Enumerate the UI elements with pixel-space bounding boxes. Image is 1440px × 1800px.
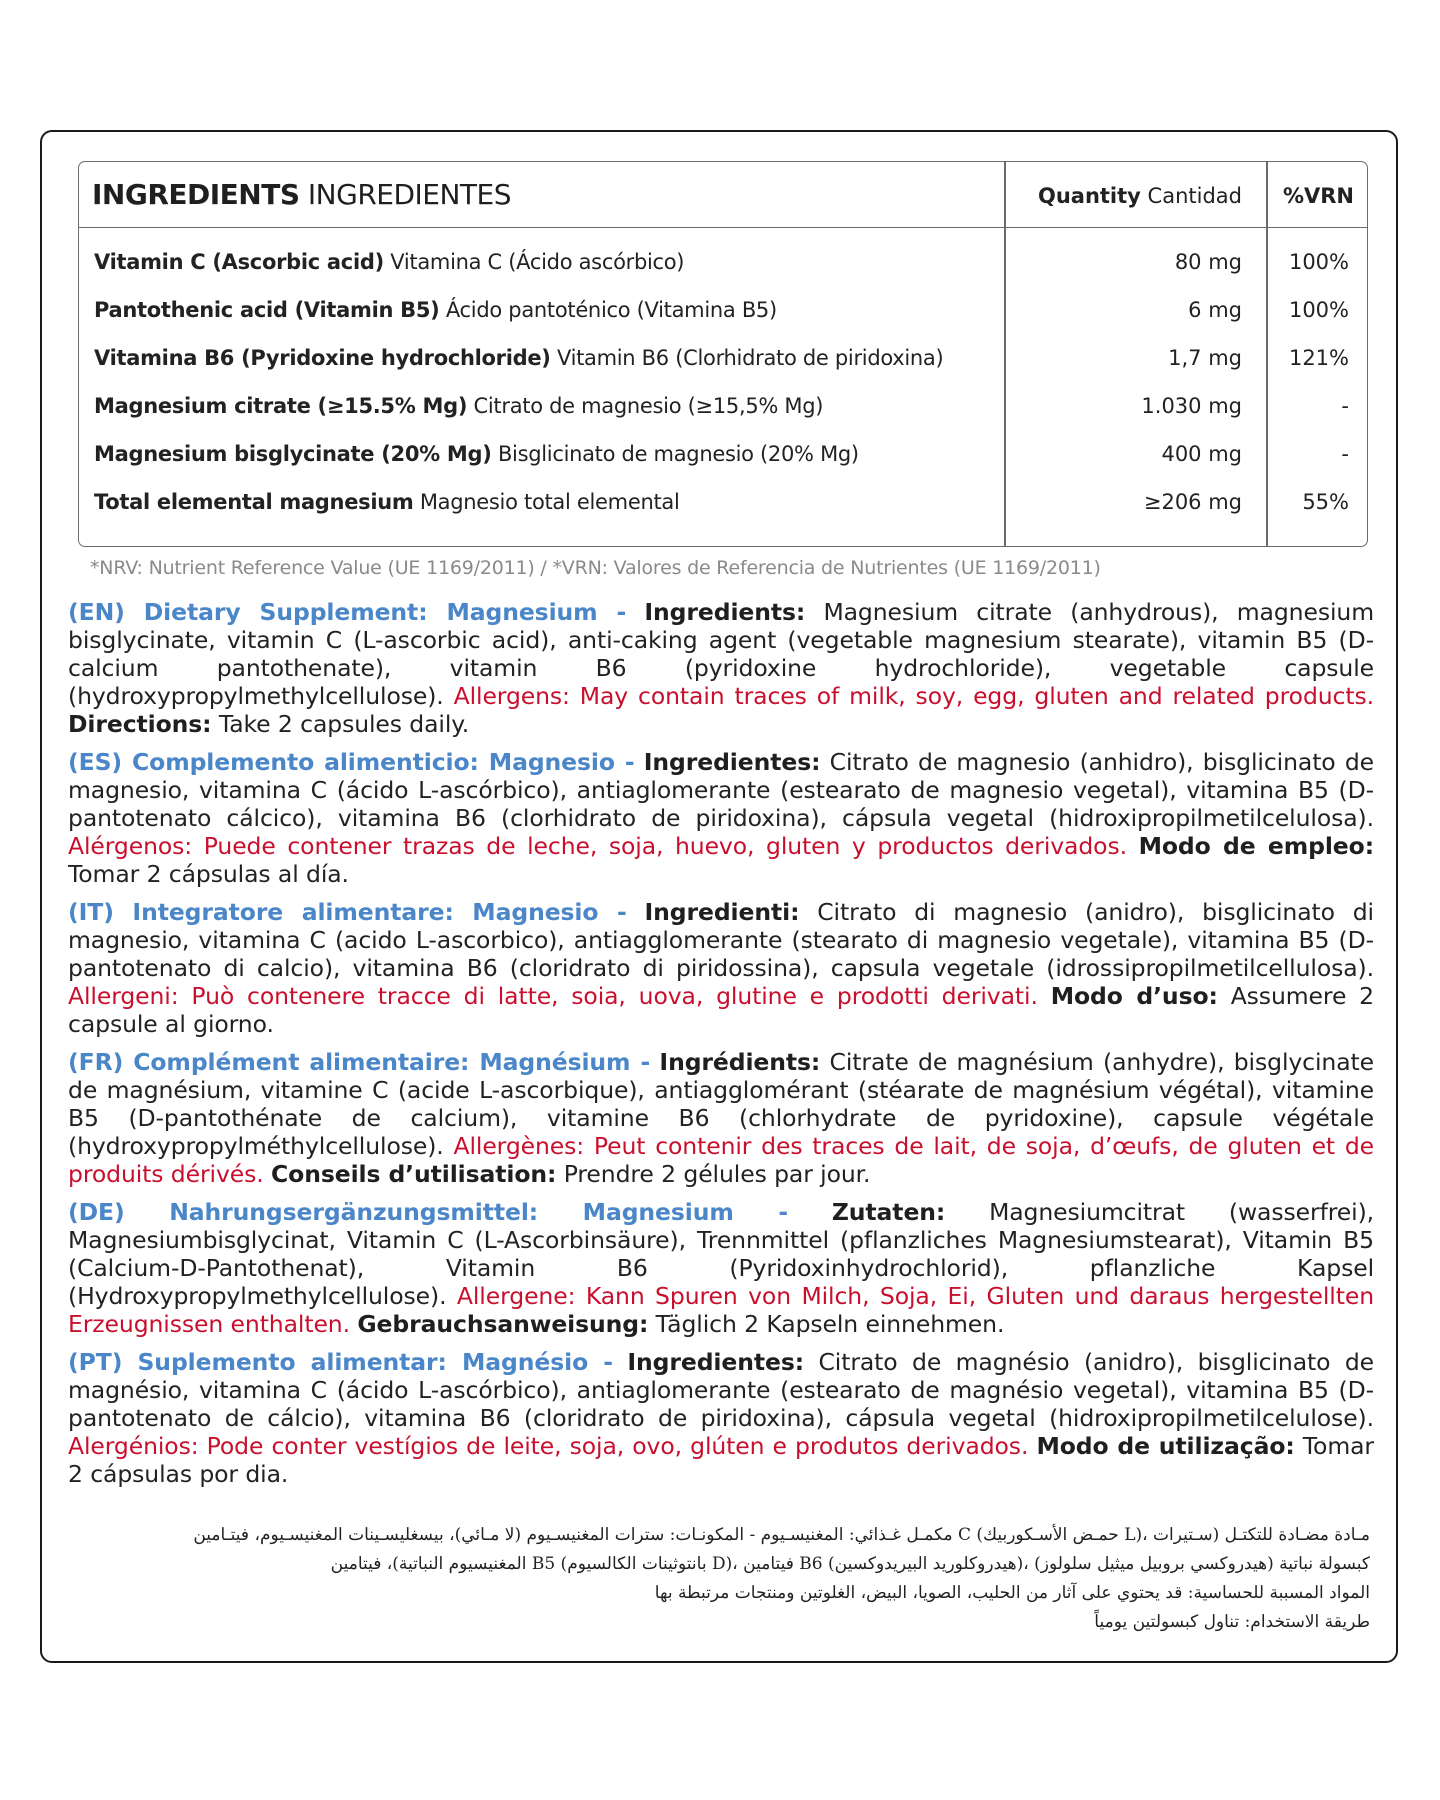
ingredient-quantity: 400 mg — [1161, 442, 1242, 466]
ingredient-name-es: Magnesio total elemental — [419, 490, 680, 514]
ingredient-vrn: 55% — [1302, 490, 1349, 514]
ingredients-label: Zutaten: — [831, 1198, 946, 1226]
ingredient-quantity: 80 mg — [1174, 250, 1242, 274]
allergens-text: Allergènes: Peut contenir des traces de lait, de soja, d’œufs, de gluten et de produits dérivés. — [68, 1132, 1375, 1188]
table-body — [79, 228, 1367, 526]
directions-text: Assumere 2 capsule al giorno. — [68, 982, 1375, 1038]
ingredient-name-en: Pantothenic acid (Vitamin B5) — [94, 298, 440, 322]
directions-label: Directions: — [68, 710, 212, 738]
ingredient-name-en: Magnesium citrate (≥15.5% Mg) — [94, 394, 468, 418]
ingredients-label: Ingredientes: — [627, 1348, 805, 1376]
ingredient-quantity: ≥206 mg — [1143, 490, 1242, 514]
header-quantity-es: Cantidad — [1147, 184, 1242, 208]
ingredients-text: Citrato de magnesio (anhidro), bisglicinato de magnesio, vitamina C (ácido L-ascórbico), antiaglomerante (estearato de magnesio vegetal), vitamina B5 (D-pantotenato cálcico), vitamina B6 (clorhidrato de piridoxina), cápsula vegetal (hidroxipropilmetilcelulosa). — [68, 748, 1374, 832]
ingredient-name — [94, 490, 680, 514]
arabic-line: طريقة الاستخدام: تناول كبسولتين يومياً — [1094, 1612, 1370, 1632]
ingredient-vrn: 100% — [1288, 250, 1349, 274]
label-panel — [40, 130, 1398, 1663]
lang-block-ar — [64, 1521, 1370, 1637]
directions-text: Prendre 2 gélules par jour. — [563, 1160, 871, 1188]
table-row — [79, 286, 1367, 334]
allergens-text: Allergene: Kann Spuren von Milch, Soja, Ei, Gluten und daraus hergestellten Erzeugnissen enthalten. — [68, 1282, 1375, 1338]
lang-title: (IT) Integratore alimentare: Magnesio - — [68, 898, 627, 926]
ingredients-label: Ingredientes: — [643, 748, 821, 776]
lang-title: (DE) Nahrungsergänzungsmittel: Magnesium - — [68, 1198, 788, 1226]
directions-label: Modo de utilização: — [1036, 1432, 1295, 1460]
lang-block-es — [68, 748, 1374, 888]
allergens-text: Alergénios: Pode conter vestígios de leite, soja, ovo, glúten e produtos derivados. — [68, 1432, 1029, 1460]
table-row — [79, 334, 1367, 382]
allergens-text: Allergens: May contain traces of milk, soy, egg, gluten and related products. — [453, 682, 1374, 710]
header-ingredients — [92, 178, 511, 211]
ingredients-text: Citrato de magnésio (anidro), bisglicinato de magnésio, vitamina C (ácido L-ascórbico), antiaglomerante (estearato de magnésio vegetal), vitamina B5 (D-pantotenato de cálcio), vitamina B6 (cloridrato de piridoxina), cápsula vegetal (hidroxipropilmetilcelulose). — [68, 1348, 1375, 1432]
ingredient-name-es: Citrato de magnesio (≥15,5% Mg) — [473, 394, 824, 418]
lang-title: (EN) Dietary Supplement: Magnesium - — [68, 598, 627, 626]
directions-label: Conseils d’utilisation: — [271, 1160, 557, 1188]
ingredient-name-es: Vitamina C (Ácido ascórbico) — [390, 250, 685, 274]
ingredient-name-es: Bisglicinato de magnesio (20% Mg) — [497, 442, 859, 466]
ingredient-vrn: - — [1341, 442, 1349, 466]
ingredient-name — [94, 250, 684, 274]
ingredient-name-es: Ácido pantoténico (Vitamina B5) — [445, 298, 777, 322]
ingredients-text: Citrate de magnésium (anhydre), bisglycinate de magnésium, vitamine C (acide L-ascorbique), antiagglomérant (stéarate de magnésium végétal), vitamine B5 (D-pantothénate de calcium), vitamine B6 (chlorhydrate de pyridoxine), capsule végétale (hydroxypropylméthylcellulose). — [68, 1048, 1374, 1160]
lang-title: (PT) Suplemento alimentar: Magnésio - — [68, 1348, 613, 1376]
directions-text: Tomar 2 cápsulas por dia. — [68, 1432, 1374, 1488]
ingredients-text: Magnesiumcitrat (wasserfrei), Magnesiumbisglycinat, Vitamin C (L-Ascorbinsäure), Trennmittel (pflanzliches Magnesiumstearat), Vitamin B5 (Calcium-D-Pantothenat), Vitamin B6 (Pyridoxinhydrochlorid), pflanzliche Kapsel (Hydroxypropylmethylcellulose). — [68, 1198, 1375, 1310]
ingredients-table — [78, 161, 1368, 547]
ingredient-vrn: 121% — [1288, 346, 1349, 370]
ingredients-label: Ingredients: — [644, 598, 806, 626]
ingredient-name-en: Vitamin C (Ascorbic acid) — [94, 250, 384, 274]
lang-block-it — [68, 898, 1374, 1038]
directions-label: Modo d’uso: — [1050, 982, 1218, 1010]
ingredient-name-es: Vitamin B6 (Clorhidrato de piridoxina) — [556, 346, 944, 370]
ingredient-vrn: 100% — [1288, 298, 1349, 322]
lang-title: (FR) Complément alimentaire: Magnésium - — [68, 1048, 651, 1076]
directions-label: Gebrauchsanweisung: — [357, 1310, 649, 1338]
lang-block-fr — [68, 1048, 1374, 1188]
table-row — [79, 382, 1367, 430]
directions-text: Täglich 2 Kapseln einnehmen. — [655, 1310, 1005, 1338]
arabic-line: كبسولة نباتية (هيدروكسي بروبيل ميثيل سلولوز) ،(هيدروكلوريد البيريدوكسين) B6 فيتامين ،(D بانتوثينات الكالسيوم) B5 المغنيسيوم النباتية)، فيتامين — [330, 1554, 1370, 1574]
table-row — [79, 238, 1367, 286]
ingredient-name-en: Total elemental magnesium — [94, 490, 414, 514]
directions-text: Tomar 2 cápsulas al día. — [68, 860, 349, 888]
lang-title: (ES) Complemento alimenticio: Magnesio - — [68, 748, 635, 776]
ingredients-label: Ingredienti: — [644, 898, 800, 926]
directions-text: Take 2 capsules daily. — [218, 710, 470, 738]
language-sections — [68, 598, 1374, 1498]
allergens-text: Alérgenos: Puede contener trazas de leche, soja, huevo, gluten y productos derivados. — [68, 832, 1127, 860]
nrv-footnote: *NRV: Nutrient Reference Value (UE 1169/2011) / *VRN: Valores de Referencia de Nutrientes (UE 1169/2011) — [90, 557, 1101, 579]
ingredient-name-en: Magnesium bisglycinate (20% Mg) — [94, 442, 492, 466]
ingredient-quantity: 6 mg — [1188, 298, 1242, 322]
header-quantity-en: Quantity — [1037, 184, 1141, 208]
ingredient-name — [94, 346, 943, 370]
arabic-line: المواد المسببة للحساسية: قد يحتوي على آثار من الحليب، الصويا، البيض، الغلوتين ومنتجات مرتبطة بها — [654, 1583, 1370, 1603]
ingredient-vrn: - — [1341, 394, 1349, 418]
ingredients-text: Citrato di magnesio (anidro), bisglicinato di magnesio, vitamina C (acido L-ascorbico), antiagglomerante (stearato di magnesio vegetale), vitamina B5 (D-pantotenato di calcio), vitamina B6 (cloridrato di piridossina), capsula vegetale (idrossipropilmetilcellulosa). — [68, 898, 1374, 982]
table-header — [79, 162, 1367, 228]
ingredient-quantity: 1.030 mg — [1141, 394, 1242, 418]
table-row — [79, 430, 1367, 478]
header-quantity — [1038, 184, 1242, 208]
ingredient-name — [94, 442, 859, 466]
ingredients-text: Magnesium citrate (anhydrous), magnesium bisglycinate, vitamin C (L-ascorbic acid), anti-caking agent (vegetable magnesium stearate), vitamin B5 (D-calcium pantothenate), vitamin B6 (pyridoxine hydrochloride), vegetable capsule (hydroxypropylmethylcellulose). — [68, 598, 1374, 710]
ingredient-name-en: Vitamina B6 (Pyridoxine hydrochloride) — [94, 346, 551, 370]
ingredient-name — [94, 298, 777, 322]
header-ingredients-es: INGREDIENTES — [307, 178, 511, 211]
lang-block-pt — [68, 1348, 1374, 1488]
allergens-text: Allergeni: Può contenere tracce di latte, soia, uova, glutine e prodotti derivati. — [68, 982, 1038, 1010]
ingredients-label: Ingrédients: — [659, 1048, 821, 1076]
lang-block-en — [68, 598, 1374, 738]
table-row — [79, 478, 1367, 526]
header-vrn: %VRN — [1282, 184, 1355, 208]
ingredient-name — [94, 394, 823, 418]
header-ingredients-en: INGREDIENTS — [92, 178, 300, 211]
lang-block-de — [68, 1198, 1374, 1338]
directions-label: Modo de empleo: — [1138, 832, 1374, 860]
ingredient-quantity: 1,7 mg — [1168, 346, 1242, 370]
arabic-line: مـادة مضـادة للتكتـل (سـتيرات ،(L حمـض الأسـكوربيك) C مكمـل غـذائي: المغنيسـيوم - المكونـات: سترات المغنيسـيوم (لا مـائي)، بيسغليسـينات المغنيسـيوم، فيتـامين — [193, 1525, 1370, 1545]
